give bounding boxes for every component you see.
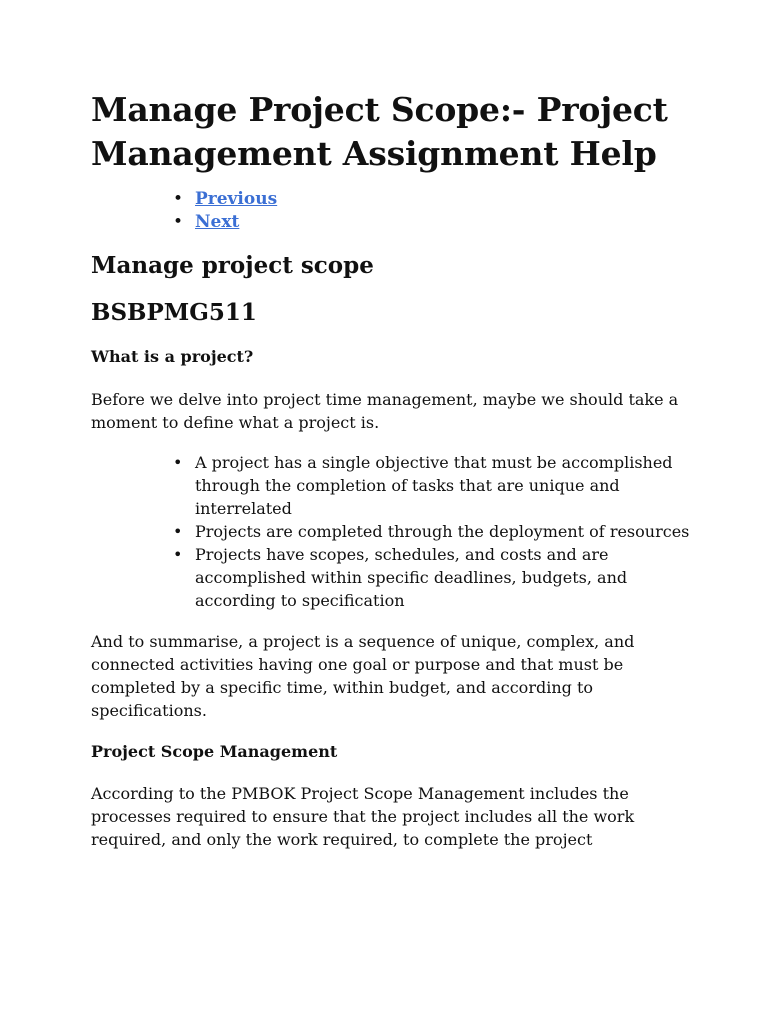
bullet-icon: • (173, 212, 184, 232)
list-item-text: Projects have scopes, schedules, and costs and are accomplished within specific deadlines, budgets, and according to specification (195, 545, 628, 610)
unit-code-heading: BSBPMG511 (91, 299, 257, 326)
summary-paragraph: And to summarise, a project is a sequence of unique, complex, and connected activities having one goal or purpose and that must be completed by a specific time, within budget, and according to specifications. (91, 632, 635, 720)
previous-link[interactable]: Previous (195, 189, 278, 209)
list-item (171, 543, 691, 612)
intro-paragraph: Before we delve into project time management, maybe we should take a moment to define what a project is. (91, 390, 679, 432)
question-heading: What is a project? (91, 347, 254, 366)
document-page (91, 88, 691, 851)
pager-nav (91, 188, 691, 234)
list-item-text: Projects are completed through the deployment of resources (195, 522, 690, 541)
nav-item-next (171, 211, 691, 234)
page-title: Manage Project Scope:- Project Management Assignment Help (91, 90, 668, 173)
bullet-icon: • (173, 545, 183, 564)
bullet-icon: • (173, 522, 183, 541)
nav-item-previous (171, 188, 691, 211)
scope-heading: Project Scope Management (91, 742, 338, 761)
section-heading: Manage project scope (91, 252, 374, 279)
scope-paragraph: According to the PMBOK Project Scope Management includes the processes required to ensure that the project includes all the work required, and only the work required, to complete the project (91, 784, 635, 849)
bullet-icon: • (173, 453, 183, 472)
list-item (171, 451, 691, 520)
bullet-icon: • (173, 189, 184, 209)
list-item (171, 520, 691, 543)
project-bullet-list (91, 451, 691, 612)
next-link[interactable]: Next (195, 212, 240, 232)
list-item-text: A project has a single objective that must be accomplished through the completion of tasks that are unique and interrelated (195, 453, 673, 518)
